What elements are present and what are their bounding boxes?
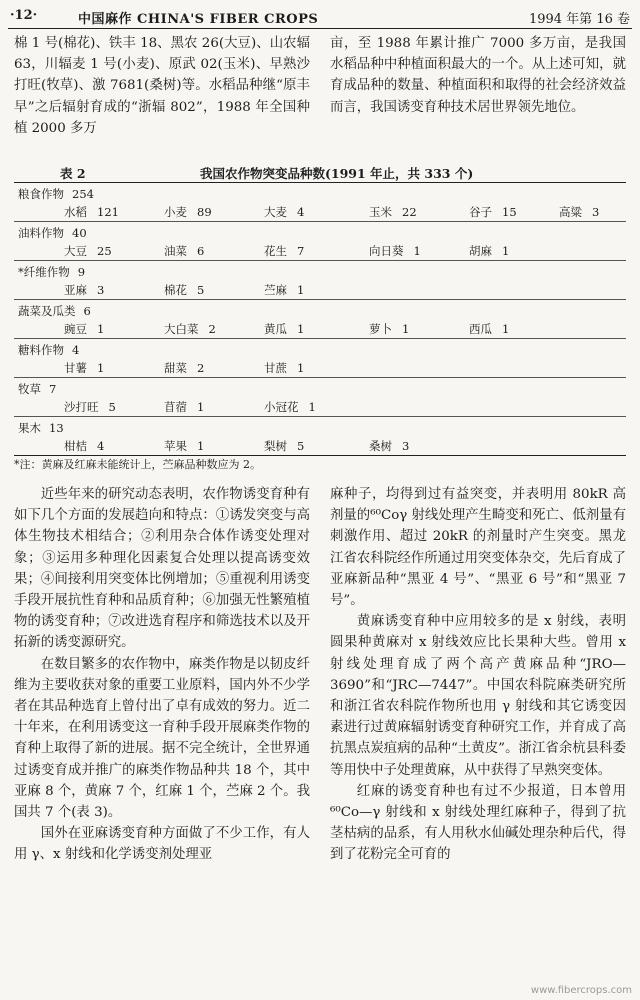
crop-cell: [264, 243, 304, 259]
group-heading: [18, 381, 56, 397]
crop-cell: [469, 243, 509, 259]
crop-count: 3: [97, 283, 105, 297]
crop-count: 1: [308, 400, 316, 414]
crop-name: 黄瓜: [264, 322, 287, 336]
crop-cell: [369, 204, 417, 220]
crop-count: 7: [297, 244, 305, 258]
crop-count: 3: [402, 439, 410, 453]
crop-cell: [64, 438, 104, 454]
crop-count: 1: [502, 244, 510, 258]
crop-name: 苎麻: [264, 283, 287, 297]
crop-cell: [164, 282, 204, 298]
table-group: [14, 339, 626, 378]
crop-cell: [369, 321, 409, 337]
table-group: [14, 417, 626, 455]
crop-count: 3: [592, 205, 600, 219]
group-heading: [18, 186, 94, 202]
crop-count: 5: [197, 283, 205, 297]
crop-name: 大麦: [264, 205, 287, 219]
table-title: 我国农作物突变品种数(1991 年止，共 333 个): [200, 166, 474, 181]
crop-cell: [469, 204, 517, 220]
crop-name: 苜蓿: [164, 400, 187, 414]
group-heading: [18, 225, 87, 241]
table-footnote: *注：黄麻及红麻未能统计上，苎麻品种数应为 2。: [14, 458, 261, 471]
body-right-column: [330, 484, 626, 866]
crop-cell: [264, 282, 304, 298]
group-heading: [18, 342, 79, 358]
crop-name: 柑桔: [64, 439, 87, 453]
group-count: 254: [72, 187, 94, 201]
crop-count: 25: [97, 244, 112, 258]
watermark: www.fibercrops.com: [530, 985, 632, 996]
crop-name: 大白菜: [164, 322, 199, 336]
table-group: [14, 378, 626, 417]
crop-count: 4: [297, 205, 305, 219]
table-group: [14, 261, 626, 300]
crop-name: 豌豆: [64, 322, 87, 336]
crop-cell: [264, 399, 316, 415]
crop-name: 沙打旺: [64, 400, 99, 414]
crop-cell: [64, 360, 104, 376]
page-number: ·12·: [10, 8, 38, 23]
crop-cell: [164, 321, 216, 337]
crop-count: 1: [197, 439, 205, 453]
group-name: 果木: [18, 421, 41, 435]
crop-name: 花生: [264, 244, 287, 258]
crop-count: 15: [502, 205, 517, 219]
crop-cell: [264, 204, 304, 220]
crop-cell: [559, 204, 599, 220]
crop-cell: [64, 243, 112, 259]
crop-cell: [264, 360, 304, 376]
group-name: *纤维作物: [18, 265, 70, 279]
group-name: 粮食作物: [18, 187, 64, 201]
crop-count: 1: [97, 322, 105, 336]
crop-name: 甘蔗: [264, 361, 287, 375]
crop-count: 5: [297, 439, 305, 453]
crop-cell: [469, 321, 509, 337]
crop-count: 1: [502, 322, 510, 336]
crop-name: 亚麻: [64, 283, 87, 297]
crop-count: 1: [297, 322, 305, 336]
crop-count: 1: [197, 400, 205, 414]
crop-name: 甘薯: [64, 361, 87, 375]
crop-name: 萝卜: [369, 322, 392, 336]
crop-count: 5: [108, 400, 116, 414]
crop-name: 梨树: [264, 439, 287, 453]
mutant-variety-table: [14, 182, 626, 456]
crop-name: 胡麻: [469, 244, 492, 258]
group-name: 牧草: [18, 382, 41, 396]
paragraph: 近些年来的研究动态表明，农作物诱变育种有如下几个方面的发展趋向和特点：①诱发突变与高体生物技术相结合；②利用杂合体作诱变处理对象；③运用多种理化因素复合处理以提高诱变效果；④间接利用突变体比例增加；⑤重视利用诱变手段开展抗性育种和品质育种；⑥加强无性繁殖植物的诱变育种；⑦改进选育程序和筛选技术以及开拓新的诱变源研究。: [14, 487, 310, 651]
group-name: 糖料作物: [18, 343, 64, 357]
crop-name: 苹果: [164, 439, 187, 453]
group-count: 6: [83, 304, 91, 318]
crop-cell: [64, 282, 104, 298]
paragraph: 麻种子，均得到过有益突变，并表明用 80kR 高剂量的⁶⁰Coγ 射线处理产生畸变和死亡、低剂量有刺激作用、超过 20kR 的剂量时产生突变。黑龙江省农科院经作所通过用突变体杂交，先后育成了亚麻新品种“黑亚 4 号”、“黑亚 6 号”和“黑亚 7 号”。: [330, 487, 626, 609]
group-heading: [18, 420, 64, 436]
table-group: [14, 183, 626, 222]
table-label: 表 2: [60, 166, 86, 181]
group-count: 13: [49, 421, 64, 435]
group-count: 4: [72, 343, 80, 357]
group-heading: [18, 303, 91, 319]
crop-cell: [164, 243, 204, 259]
paragraph: 在数目繁多的农作物中，麻类作物是以韧皮纤维为主要收获对象的重要工业原料，国内外不少学者在其品种选育上曾付出了卓有成效的努力。近二十年来，在利用诱变这一育种手段开展麻类作物的育种上取得了新的进展。据不完全统计，全世界通过诱变育成并推广的麻类作物品种共 18 个，其中亚麻 8 个，黄麻 7 个，红麻 1 个，苎麻 2 个。我国共 7 个(表 3)。: [14, 656, 310, 821]
group-name: 油料作物: [18, 226, 64, 240]
crop-name: 大豆: [64, 244, 87, 258]
group-count: 40: [72, 226, 87, 240]
crop-cell: [164, 360, 204, 376]
crop-count: 1: [297, 283, 305, 297]
crop-name: 水稻: [64, 205, 87, 219]
crop-count: 1: [97, 361, 105, 375]
crop-cell: [164, 438, 204, 454]
crop-name: 向日葵: [369, 244, 404, 258]
crop-name: 棉花: [164, 283, 187, 297]
table-group: [14, 300, 626, 339]
crop-count: 1: [402, 322, 410, 336]
crop-name: 甜菜: [164, 361, 187, 375]
crop-name: 高粱: [559, 205, 582, 219]
group-name: 蔬菜及瓜类: [18, 304, 76, 318]
crop-cell: [369, 243, 421, 259]
body-left-column: [14, 484, 310, 866]
running-header: [8, 6, 632, 29]
crop-name: 小冠花: [264, 400, 299, 414]
group-count: 7: [49, 382, 57, 396]
crop-cell: [64, 321, 104, 337]
crop-count: 6: [197, 244, 205, 258]
crop-count: 2: [208, 322, 216, 336]
journal-title: 中国麻作 CHINA'S FIBER CROPS: [78, 12, 319, 27]
group-count: 9: [77, 265, 86, 279]
crop-name: 西瓜: [469, 322, 492, 336]
crop-cell: [369, 438, 409, 454]
top-right-paragraph: 亩，至 1988 年累计推广 7000 多万亩，是我国水稻品种中种植面积最大的一个。从上述可知，就育成品种的数量、种植面积和取得的社会经济效益而言，我国诱变育种技术居世界领先地位。: [330, 36, 626, 115]
paragraph: 国外在亚麻诱变育种方面做了不少工作，有人用 γ、x 射线和化学诱变剂处理亚: [14, 826, 310, 863]
crop-name: 谷子: [469, 205, 492, 219]
crop-name: 桑树: [369, 439, 392, 453]
crop-cell: [164, 204, 212, 220]
top-left-paragraph: 棉 1 号(棉花)、铁丰 18、黑农 26(大豆)、山农辐 63，川辐麦 1 号(小麦)、原武 02(玉米)、早熟沙打旺(牧草)、激 7681(桑树)等。水稻品种继“原丰早”之后辐射育成的“浙辐 802”，1988 年全国种植 2000 多万: [14, 36, 310, 136]
volume-info: 1994 年第 16 卷: [528, 12, 630, 27]
group-heading: [18, 264, 85, 280]
paragraph: 红麻的诱变育种也有过不少报道，日本曾用⁶⁰Co—γ 射线和 x 射线处理红麻种子，得到了抗茎枯病的品系，有人用秋水仙碱处理杂种后代，得到了花粉完全可育的: [330, 783, 626, 863]
crop-count: 89: [197, 205, 212, 219]
crop-cell: [264, 438, 304, 454]
crop-name: 玉米: [369, 205, 392, 219]
paragraph: 黄麻诱变育种中应用较多的是 x 射线，表明圆果种黄麻对 x 射线效应比长果种大些。曾用 x 射线处理育成了两个高产黄麻品种“JRO—3690”和“JRC—7447”。中国农科院麻类研究所和浙江省农科院作物所也用 γ 射线和其它诱变因素进行过黄麻辐射诱变育种研究工作，并育成了高抗黑点炭疽病的品种“土黄皮”。浙江省余杭县科委等用快中子处理黄麻，从中获得了早熟突变体。: [330, 614, 626, 778]
crop-count: 2: [197, 361, 205, 375]
crop-count: 1: [413, 244, 421, 258]
crop-count: 4: [97, 439, 105, 453]
crop-cell: [264, 321, 304, 337]
crop-count: 121: [97, 205, 119, 219]
crop-name: 油菜: [164, 244, 187, 258]
table-group: [14, 222, 626, 261]
crop-count: 22: [402, 205, 417, 219]
crop-name: 小麦: [164, 205, 187, 219]
crop-cell: [64, 399, 116, 415]
crop-cell: [164, 399, 204, 415]
crop-count: 1: [297, 361, 305, 375]
crop-cell: [64, 204, 119, 220]
